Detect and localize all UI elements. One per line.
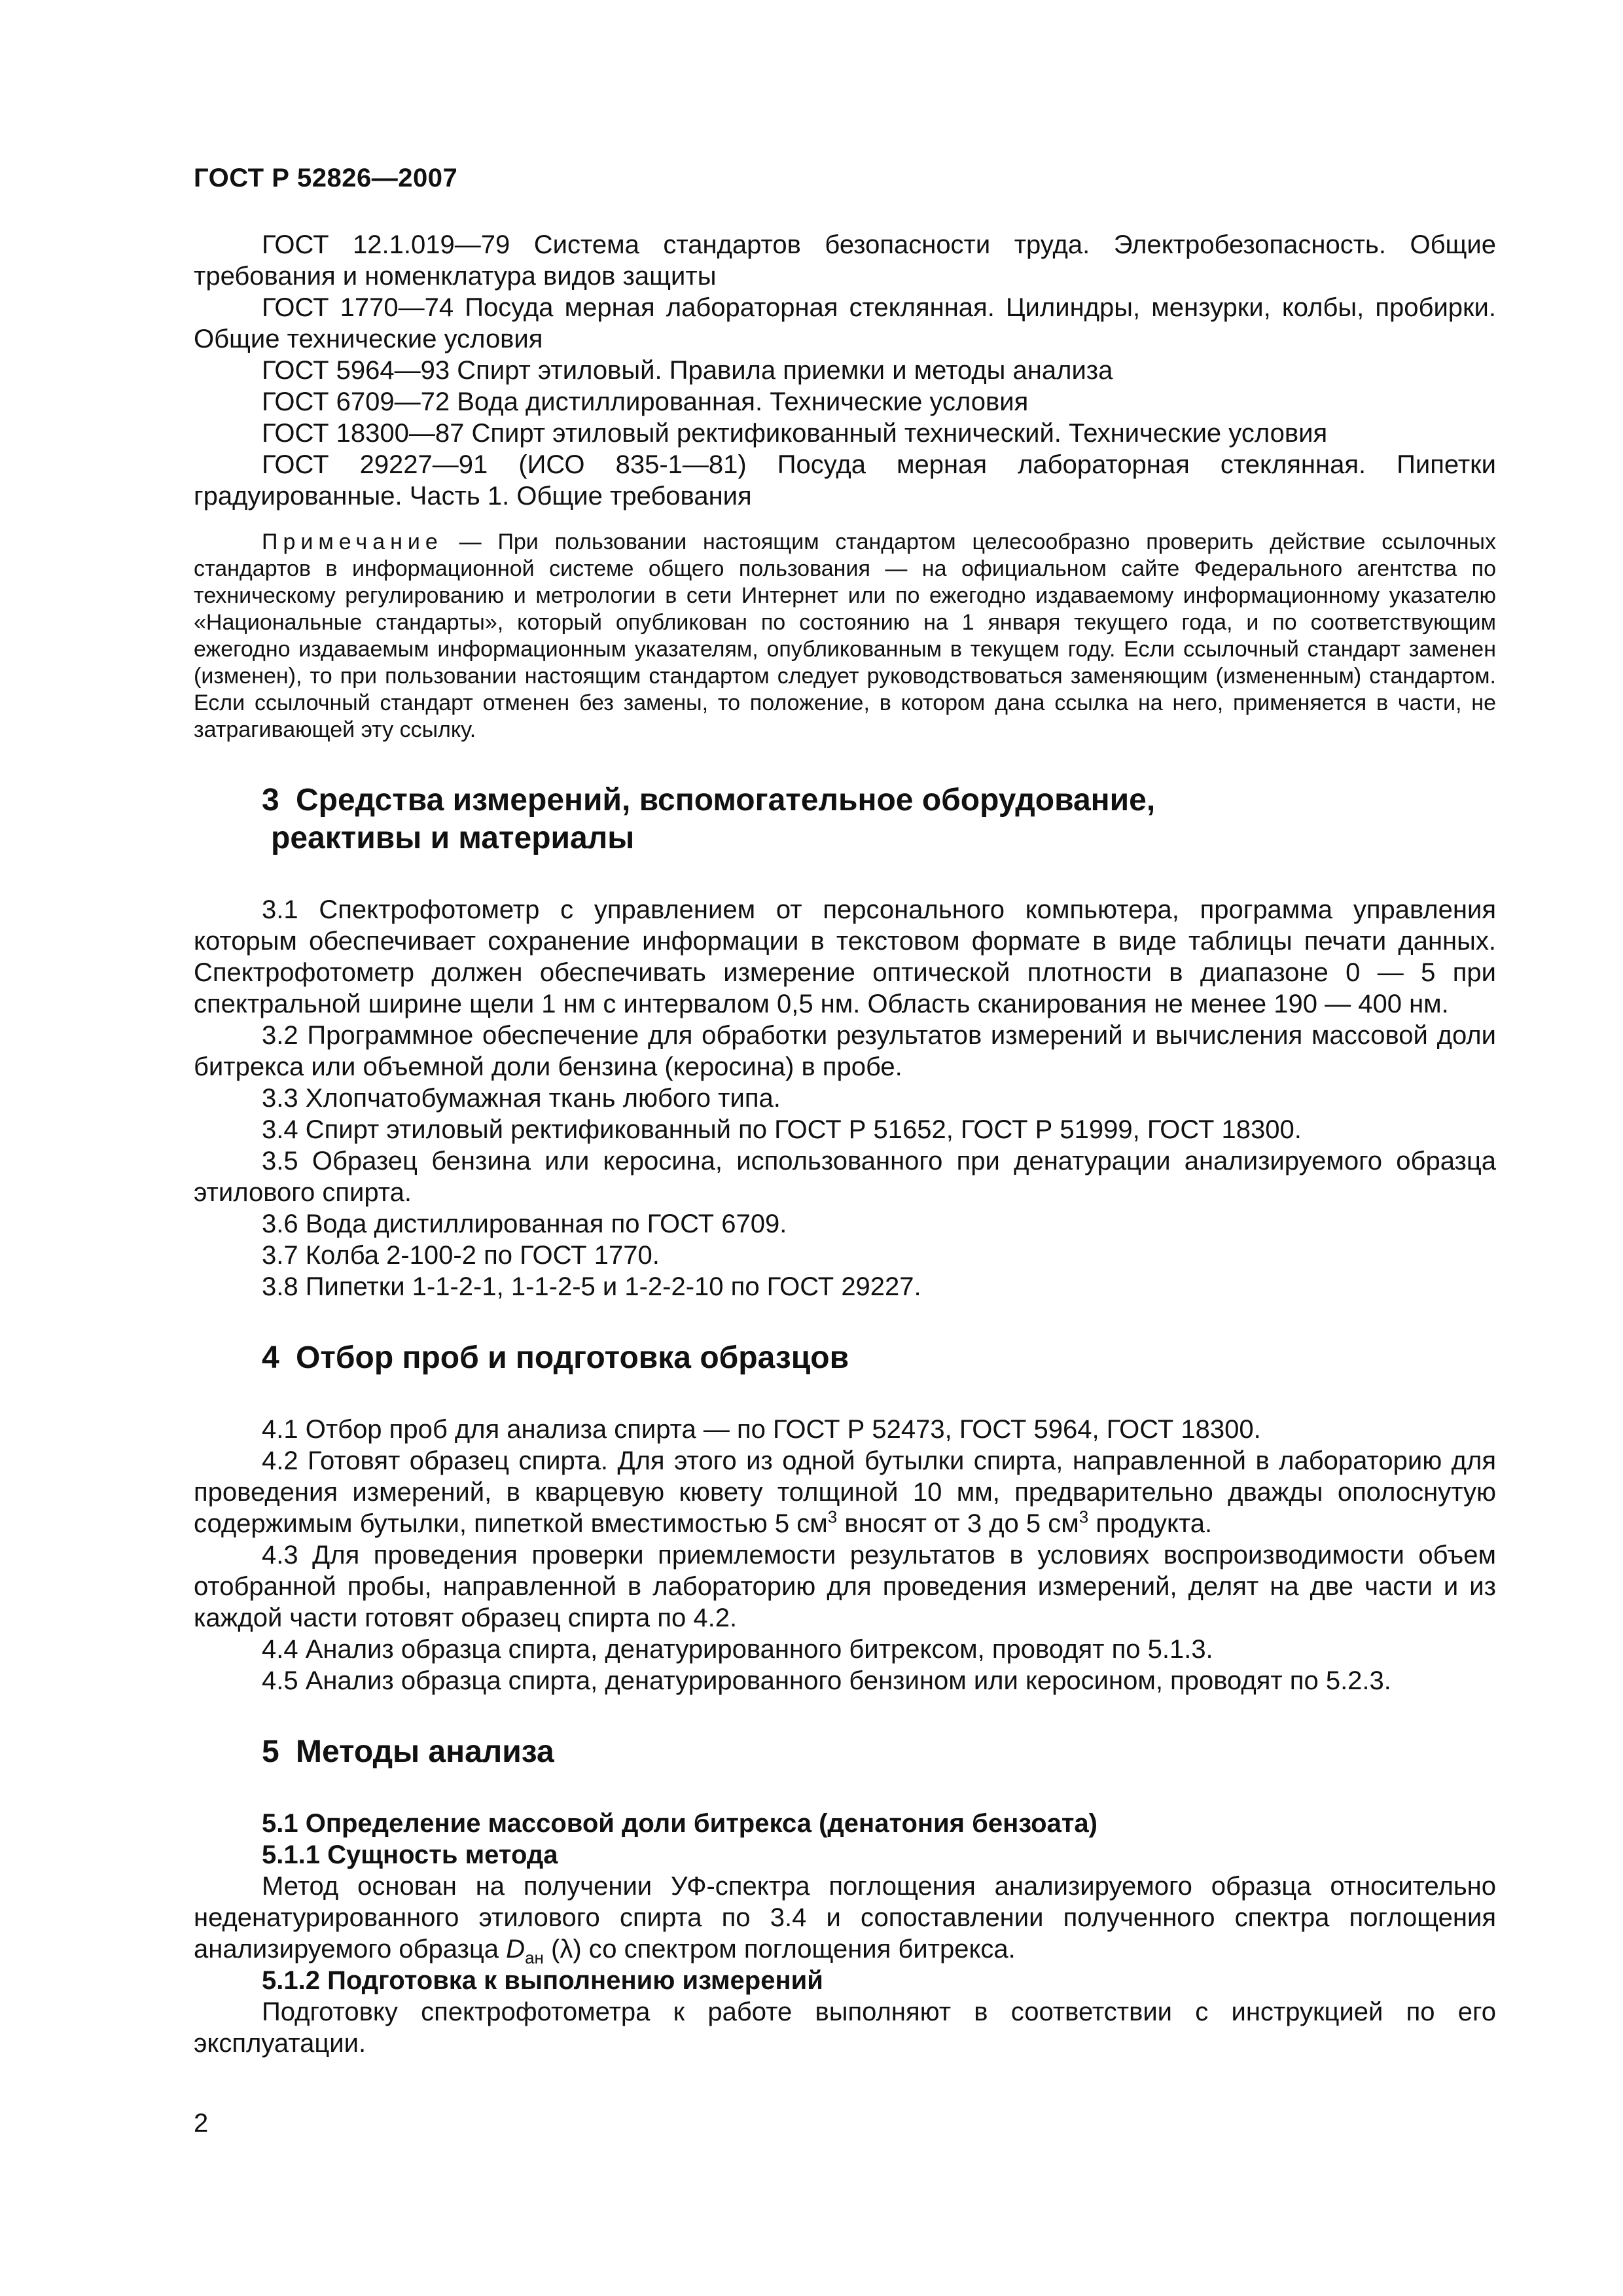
note-paragraph — [194, 529, 1496, 744]
section-title-line1: Средства измерений, вспомогательное оборудование, — [296, 783, 1156, 817]
section-3-heading — [262, 781, 1496, 857]
reference-item: ГОСТ 18300—87 Спирт этиловый ректификованный технический. Технические условия — [262, 419, 1328, 448]
page-header-doc-id: ГОСТ Р 52826—2007 — [194, 164, 458, 192]
section-number: 3 — [262, 783, 279, 817]
section-title-line2: реактивы и материалы — [271, 821, 635, 855]
section-number: 4 — [262, 1340, 279, 1375]
subsection-heading: 5.1.2 Подготовка к выполнению измерений — [262, 1966, 823, 1995]
item-text: 4.2 Готовят образец спирта. Для этого из одной бутылки спирта, направленной в лабораторию для проведения измерений, в кварцевую кювету толщиной 10 мм, предварительно дважды ополоснутую содержимым бутылки, пипеткой вместимостью 5 см — [194, 1446, 1496, 1538]
item-text: вносят от 3 до 5 см — [837, 1509, 1079, 1538]
subsection-heading: 5.1 Определение массовой доли битрекса (денатония бензоата) — [262, 1809, 1097, 1838]
section-item: 3.5 Образец бензина или керосина, использованного при денатурации анализируемого образца этилового спирта. — [194, 1147, 1496, 1207]
section-4-items — [194, 1414, 1496, 1696]
section-item: 3.2 Программное обеспечение для обработки результатов измерений и вычисления массовой доли битрекса или объемной доли бензина (керосина) в пробе. — [194, 1021, 1496, 1081]
reference-item: ГОСТ 1770—74 Посуда мерная лабораторная стеклянная. Цилиндры, мензурки, колбы, пробирки. Общие технические условия — [194, 293, 1496, 353]
page-content — [194, 229, 1496, 2059]
section-item: 3.3 Хлопчатобумажная ткань любого типа. — [262, 1084, 781, 1113]
section-title: Методы анализа — [296, 1734, 554, 1769]
symbol-D: D — [506, 1935, 526, 1964]
subsection-heading: 5.1.1 Сущность метода — [262, 1840, 558, 1869]
section-item: 3.7 Колба 2-100-2 по ГОСТ 1770. — [262, 1241, 660, 1270]
superscript: 3 — [827, 1507, 838, 1527]
section-item: 4.5 Анализ образца спирта, денатурированного бензином или керосином, проводят по 5.2.3. — [262, 1666, 1391, 1695]
reference-item: ГОСТ 29227—91 (ИСО 835-1—81) Посуда мерная лабораторная стеклянная. Пипетки градуированные. Часть 1. Общие требования — [194, 450, 1496, 511]
text: Метод основан на получении УФ-спектра поглощения анализируемого образца относительно неденатурированного этилового спирта по 3.4 и сопоставлении полученного спектра поглощения анализируемого образца — [194, 1872, 1496, 1964]
section-item: 4.1 Отбор проб для анализа спирта — по ГОСТ Р 52473, ГОСТ 5964, ГОСТ 18300. — [262, 1415, 1261, 1444]
section-item: 3.8 Пипетки 1-1-2-1, 1-1-2-5 и 1-2-2-10 по ГОСТ 29227. — [262, 1272, 921, 1301]
superscript: 3 — [1079, 1507, 1089, 1527]
section-4-heading — [262, 1339, 1496, 1377]
reference-item: ГОСТ 5964—93 Спирт этиловый. Правила приемки и методы анализа — [262, 356, 1113, 385]
section-item: 4.4 Анализ образца спирта, денатурированного битрексом, проводят по 5.1.3. — [262, 1635, 1213, 1664]
page-number: 2 — [194, 2109, 209, 2138]
subscript: ан — [525, 1948, 544, 1967]
text: (λ) со спектром поглощения битрекса. — [543, 1935, 1016, 1964]
section-item: 3.1 Спектрофотометр с управлением от персонального компьютера, программа управления которым обеспечивает сохранение информации в текстовом формате в виде таблицы печати данных. Спектрофотометр должен обеспечивать измерение оптической плотности в диапазоне 0 — 5 при спектральной ширине щели 1 нм с интервалом 0,5 нм. Область сканирования не менее 190 — 400 нм. — [194, 895, 1496, 1018]
section-5-heading — [262, 1733, 1496, 1771]
note-label: Примечание — [262, 529, 443, 554]
subsection-text — [194, 1871, 1496, 1965]
section-3-items — [194, 894, 1496, 1302]
subsection-text: Подготовку спектрофотометра к работе выполняют в соответствии с инструкцией по его эксплуатации. — [194, 1998, 1496, 2058]
reference-item: ГОСТ 6709—72 Вода дистиллированная. Технические условия — [262, 387, 1029, 416]
section-item: 3.6 Вода дистиллированная по ГОСТ 6709. — [262, 1210, 787, 1238]
section-title: Отбор проб и подготовка образцов — [296, 1340, 849, 1375]
item-text: продукта. — [1088, 1509, 1213, 1538]
section-item: 4.3 Для проведения проверки приемлемости результатов в условиях воспроизводимости объем отобранной пробы, направленной в лабораторию для проведения измерений, делят на две части и из каждой части готовят образец спирта по 4.2. — [194, 1541, 1496, 1632]
reference-item: ГОСТ 12.1.019—79 Система стандартов безопасности труда. Электробезопасность. Общие требования и номенклатура видов защиты — [194, 230, 1496, 291]
references-list — [194, 229, 1496, 512]
section-item-4-2 — [194, 1445, 1496, 1539]
section-number: 5 — [262, 1734, 279, 1769]
section-item: 3.4 Спирт этиловый ректификованный по ГОСТ Р 51652, ГОСТ Р 51999, ГОСТ 18300. — [262, 1115, 1302, 1144]
note-text: — При пользовании настоящим стандартом целесообразно проверить действие ссылочных стандартов в информационной системе общего пользования — на официальном сайте Федерального агентства по техническому регулированию и метрологии в сети Интернет или по ежегодно издаваемому информационному указателю «Национальные стандарты», который опубликован по состоянию на 1 января текущего года, и по соответствующим ежегодно издаваемым информационным указателям, опубликованным в текущем году. Если ссылочный стандарт заменен (изменен), то при пользовании настоящим стандартом следует руководствоваться заменяющим (измененным) стандартом. Если ссылочный стандарт отменен без замены, то положение, в котором дана ссылка на него, применяется в части, не затрагивающей эту ссылку. — [194, 529, 1496, 742]
